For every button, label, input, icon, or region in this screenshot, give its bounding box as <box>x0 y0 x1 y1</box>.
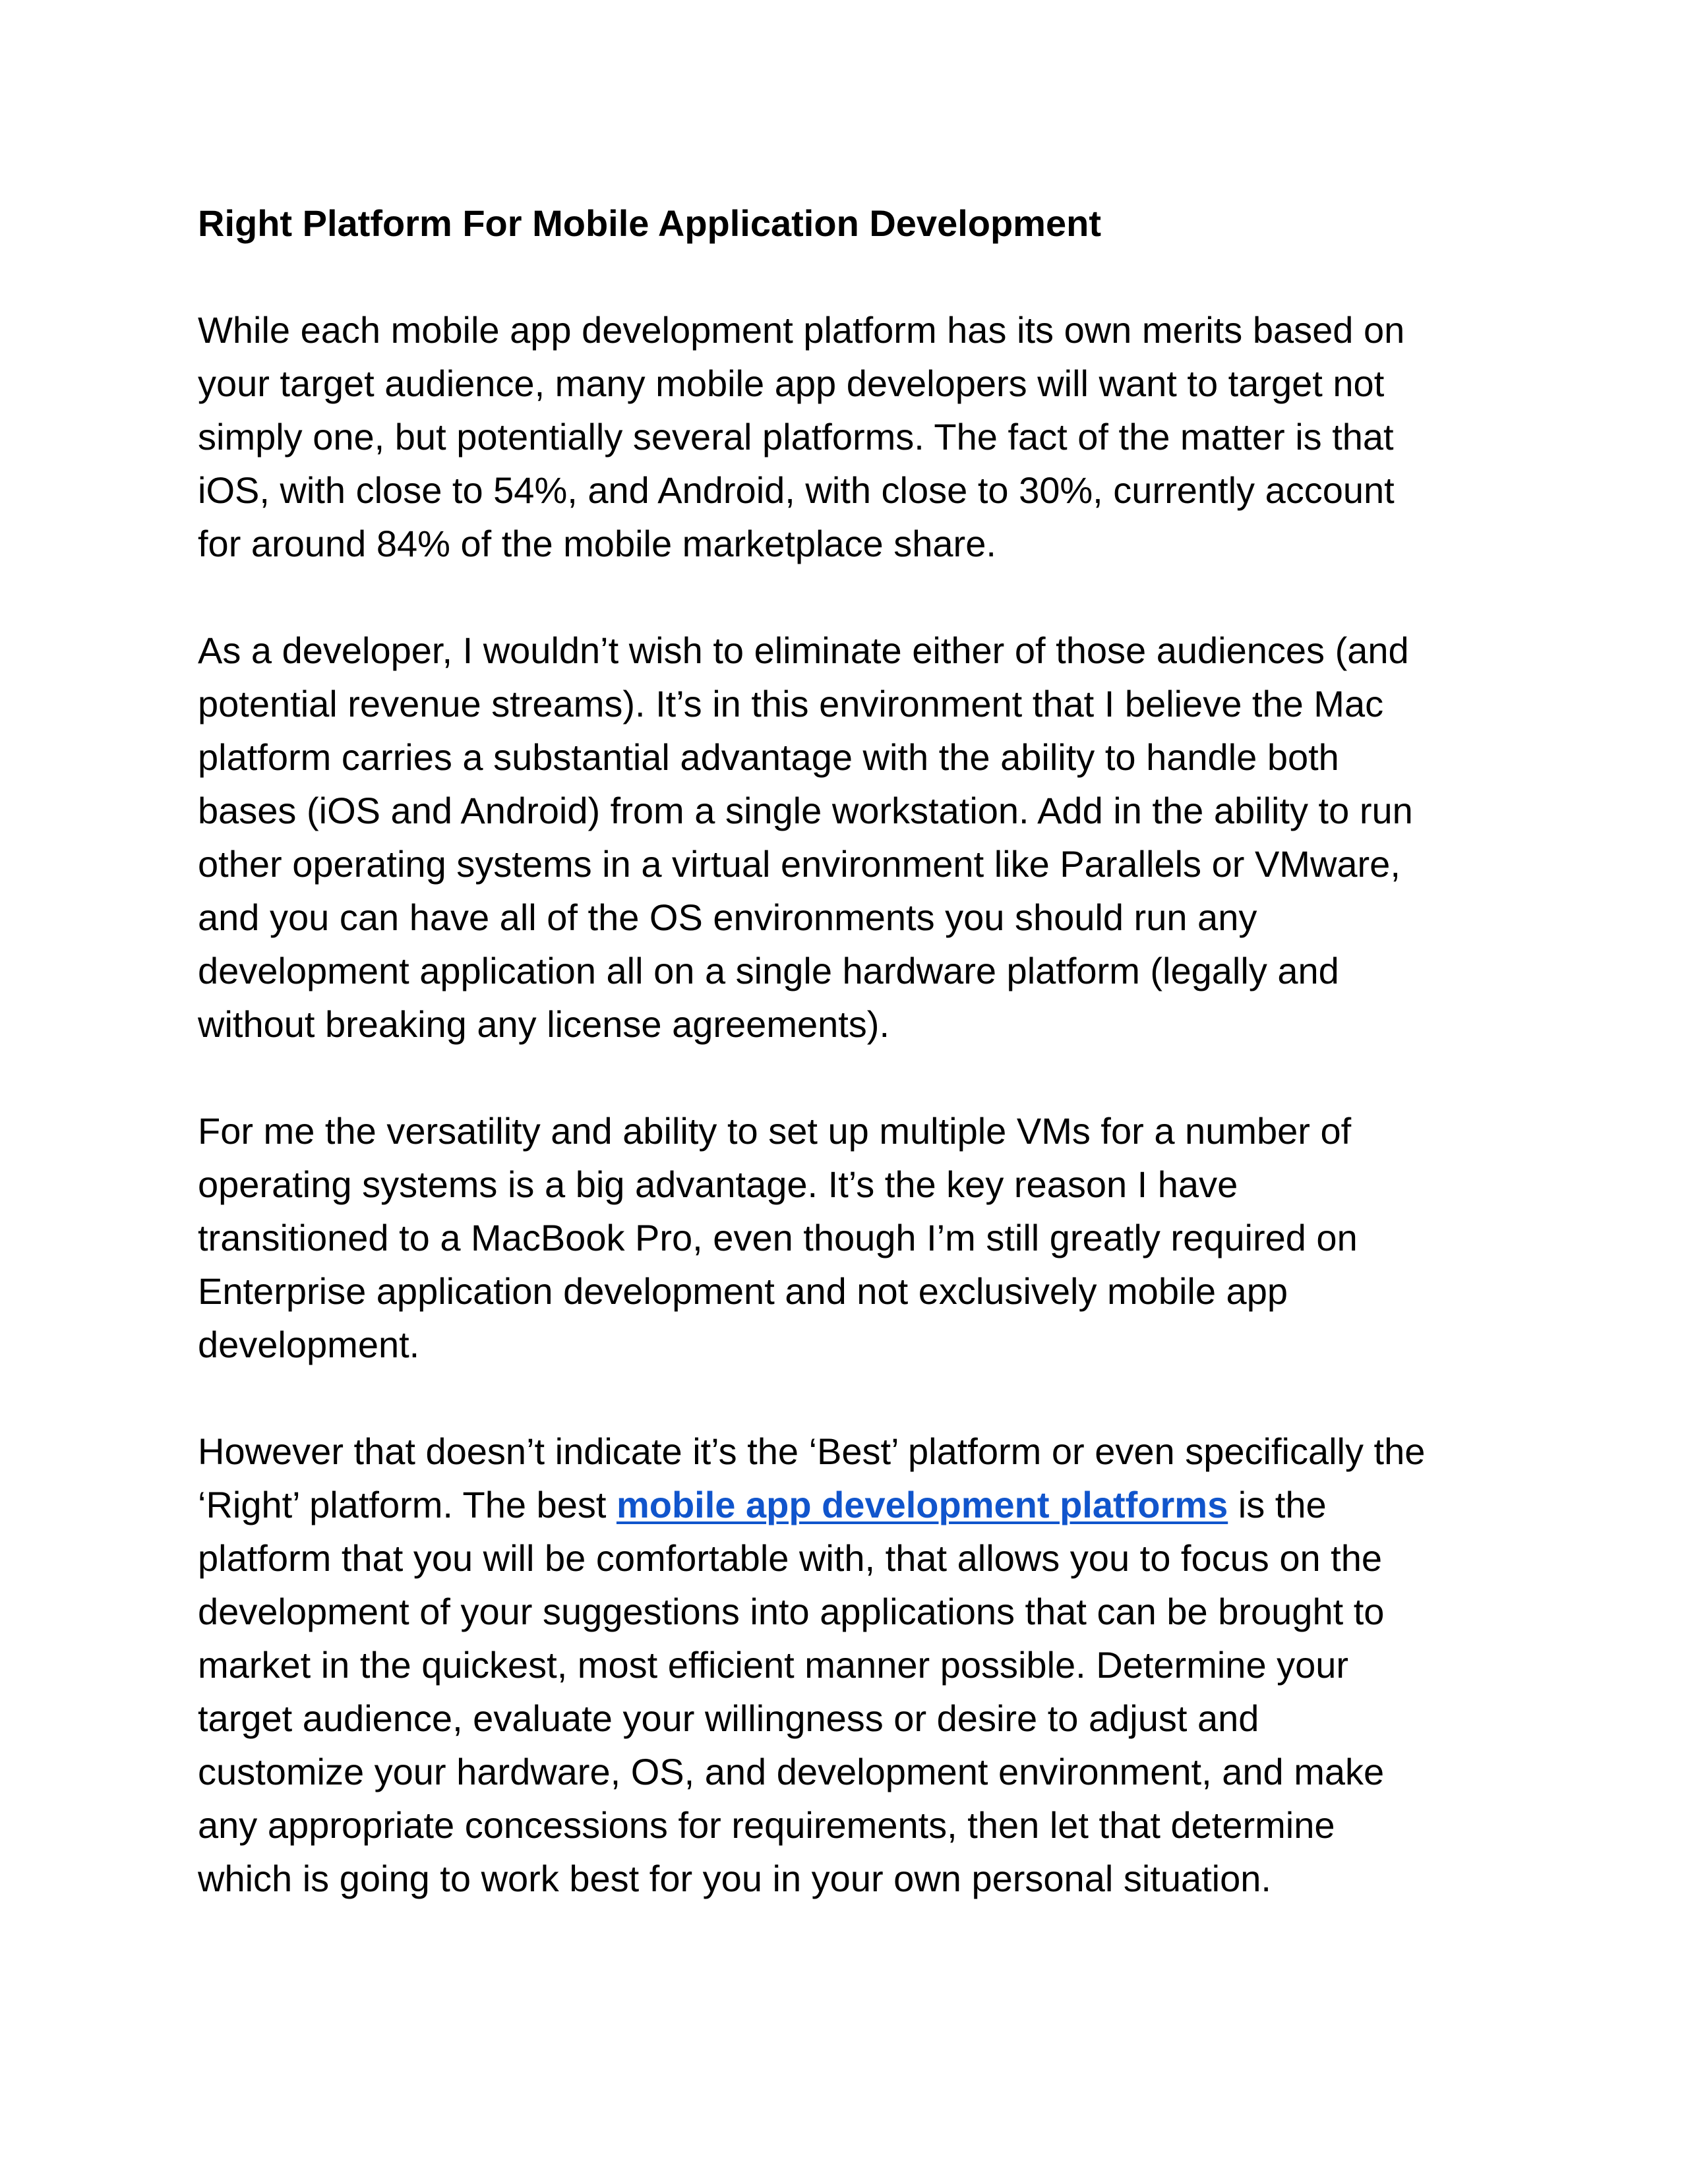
document-title: Right Platform For Mobile Application Development <box>198 202 1101 244</box>
paragraph-line: simply one, but potentially several platforms. The fact of the matter is that <box>198 416 1394 457</box>
paragraph-line: As a developer, I wouldn’t wish to eliminate either of those audiences (and <box>198 630 1409 671</box>
link-trail-text: is the <box>1228 1484 1327 1525</box>
paragraph-line: development. <box>198 1324 420 1365</box>
paragraph-line: For me the versatility and ability to set up multiple VMs for a number of <box>198 1110 1352 1152</box>
paragraph-line: development of your suggestions into applications that can be brought to <box>198 1591 1385 1632</box>
paragraph-line: development application all on a single hardware platform (legally and <box>198 950 1339 991</box>
paragraph-line: market in the quickest, most efficient manner possible. Determine your <box>198 1644 1349 1686</box>
link-lead-text: ‘Right’ platform. The best <box>198 1484 617 1525</box>
paragraph-line: However that doesn’t indicate it’s the ‘Best’ platform or even specifically the <box>198 1431 1426 1472</box>
paragraph-line: Enterprise application development and not exclusively mobile app <box>198 1270 1288 1312</box>
paragraph-3 <box>198 1104 1510 1371</box>
paragraph-line: customize your hardware, OS, and development environment, and make <box>198 1751 1385 1792</box>
paragraph-line: While each mobile app development platform has its own merits based on <box>198 309 1405 351</box>
paragraph-line: without breaking any license agreements). <box>198 1003 890 1045</box>
paragraph-line: other operating systems in a virtual environment like Parallels or VMware, <box>198 843 1401 885</box>
paragraph-line-with-link <box>198 1478 1510 1531</box>
paragraph-line: transitioned to a MacBook Pro, even though I’m still greatly required on <box>198 1217 1358 1258</box>
paragraph-2 <box>198 624 1510 1051</box>
paragraph-1 <box>198 303 1510 570</box>
paragraph-line: potential revenue streams). It’s in this environment that I believe the Mac <box>198 683 1384 724</box>
paragraph-line: which is going to work best for you in your own personal situation. <box>198 1858 1271 1899</box>
paragraph-line: platform carries a substantial advantage with the ability to handle both <box>198 736 1339 778</box>
paragraph-line: iOS, with close to 54%, and Android, with close to 30%, currently account <box>198 469 1395 511</box>
document-body <box>198 196 1510 1959</box>
paragraph-line: and you can have all of the OS environments you should run any <box>198 897 1257 938</box>
mobile-app-platforms-link[interactable]: mobile app development platforms <box>616 1484 1228 1525</box>
paragraph-line: target audience, evaluate your willingness or desire to adjust and <box>198 1697 1259 1739</box>
paragraph-line: operating systems is a big advantage. It’s the key reason I have <box>198 1164 1238 1205</box>
paragraph-line: any appropriate concessions for requirements, then let that determine <box>198 1804 1335 1846</box>
paragraph-line: platform that you will be comfortable with, that allows you to focus on the <box>198 1537 1383 1579</box>
paragraph-line: bases (iOS and Android) from a single workstation. Add in the ability to run <box>198 790 1413 831</box>
paragraph-4 <box>198 1425 1510 1905</box>
paragraph-line: for around 84% of the mobile marketplace share. <box>198 523 996 564</box>
paragraph-line: your target audience, many mobile app developers will want to target not <box>198 363 1385 404</box>
